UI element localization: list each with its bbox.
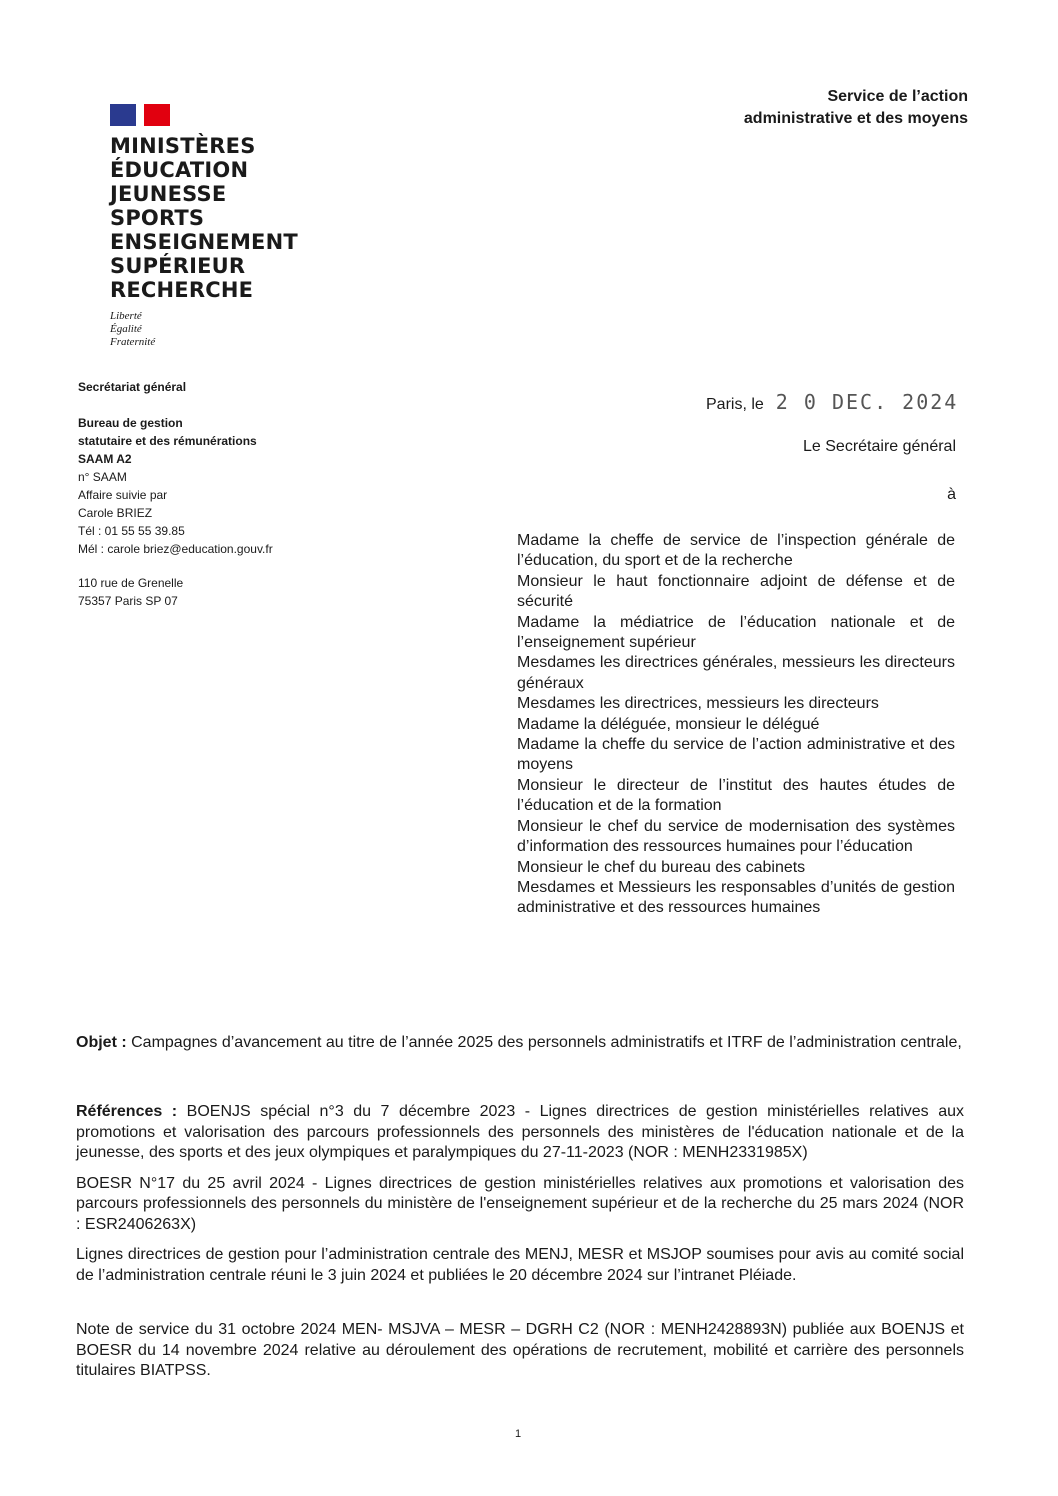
- postal-address: [78, 574, 183, 610]
- ministry-line: RECHERCHE: [110, 278, 254, 302]
- recipient-item: Mesdames les directrices générales, messieurs les directeurs généraux: [517, 654, 955, 692]
- ministry-line: ÉDUCATION: [110, 158, 249, 182]
- service-line-2: administrative et des moyens: [743, 110, 968, 127]
- ministry-line: SPORTS: [110, 206, 205, 230]
- address-line-1: 110 rue de Grenelle: [78, 576, 184, 590]
- reference-text: BOENJS spécial n°3 du 7 décembre 2023 - Lignes directrices de gestion ministérielles relatives aux promotions et valorisation des parcours professionnels des personnels des ministères de l'éducation nationale et de la jeunesse, des sports et des jeux olympiques et paralympiques du 27-11-2023 (NOR : MENH2331985X): [76, 1103, 964, 1161]
- sender-title: Le Secrétaire général: [803, 438, 956, 455]
- service-header: [744, 86, 968, 130]
- subject-text: Campagnes d’avancement au titre de l’année 2025 des personnels administratifs et ITRF de l’administration centrale,: [131, 1034, 962, 1051]
- ministry-name: [110, 134, 298, 302]
- subject-label: Objet :: [76, 1034, 127, 1051]
- contact-name: Carole BRIEZ: [78, 506, 153, 520]
- recipient-item: Madame la médiatrice de l’éducation nationale et de l’enseignement supérieur: [517, 613, 955, 652]
- to-prefix: à: [947, 486, 956, 503]
- bureau-line-1: Bureau de gestion: [78, 416, 183, 430]
- contact-email: Mél : carole briez@education.gouv.fr: [78, 542, 273, 556]
- ministry-line: SUPÉRIEUR: [110, 254, 246, 278]
- reference-1: [76, 1102, 964, 1164]
- ministry-line: ENSEIGNEMENT: [110, 230, 298, 254]
- service-line-1: Service de l’action: [827, 88, 968, 105]
- followed-by-label: Affaire suivie par: [78, 488, 168, 502]
- recipient-item: Monsieur le haut fonctionnaire adjoint de défense et de sécurité: [517, 572, 955, 611]
- recipients-list: [517, 531, 955, 919]
- ministry-logo: [110, 104, 298, 349]
- motto-line: Fraternité: [110, 336, 156, 348]
- date-prefix: Paris, le: [706, 396, 764, 413]
- date-stamp: 2 0 DEC. 2024: [775, 390, 959, 414]
- ministry-line: JEUNESSE: [110, 182, 227, 206]
- subject-paragraph: [76, 1033, 964, 1054]
- bureau-line-2: statutaire et des rémunérations: [78, 434, 257, 448]
- recipient-item: Madame la cheffe de service de l’inspection générale de l’éducation, du sport et de la recherche: [517, 532, 955, 570]
- bureau-code: SAAM A2: [78, 452, 132, 466]
- address-line-2: 75357 Paris SP 07: [78, 594, 178, 608]
- references-block: [76, 1102, 964, 1296]
- recipient-item: Madame la cheffe du service de l’action administrative et des moyens: [517, 736, 955, 774]
- page-number: 1: [515, 1428, 522, 1440]
- recipient-item: Monsieur le directeur de l’institut des hautes études de l’éducation et de la formation: [517, 776, 955, 815]
- recipient-item: Mesdames et Messieurs les responsables d’unités de gestion administrative et des ressources humaines: [517, 878, 955, 917]
- bureau-block: [78, 414, 273, 558]
- reference-3: Lignes directrices de gestion pour l’administration centrale des MENJ, MESR et MSJOP soumises pour avis au comité social de l’administration centrale réuni le 3 juin 2024 et publiées le 20 décembre 2024 sur l’intranet Pléiade.: [76, 1246, 964, 1284]
- recipient-item: Monsieur le chef du service de modernisation des systèmes d’information des ressources humaines pour l’éducation: [517, 817, 955, 856]
- reference-2: BOESR N°17 du 25 avril 2024 - Lignes directrices de gestion ministérielles relatives aux promotions et valorisation des parcours professionnels des personnels du ministère de l'enseignement supérieur et de la recherche du 25 mars 2024 (NOR : ESR2406263X): [76, 1174, 964, 1233]
- republic-flag-icon: [110, 104, 170, 126]
- recipient-item: Madame la déléguée, monsieur le délégué: [517, 715, 820, 733]
- letter-date: [706, 390, 958, 414]
- motto-line: Liberté: [110, 310, 142, 322]
- recipient-item: Monsieur le chef du bureau des cabinets: [517, 858, 806, 876]
- contact-phone: Tél : 01 55 55 39.85: [78, 524, 185, 538]
- ministry-line: MINISTÈRES: [110, 134, 256, 158]
- bureau-number: n° SAAM: [78, 470, 127, 484]
- recipient-item: Mesdames les directrices, messieurs les directeurs: [517, 695, 879, 713]
- secretariat-label: Secrétariat général: [78, 380, 187, 394]
- republic-motto: [110, 310, 298, 349]
- references-label: Références :: [76, 1103, 178, 1120]
- motto-line: Égalité: [110, 323, 142, 335]
- service-note-paragraph: Note de service du 31 octobre 2024 MEN- MSJVA – MESR – DGRH C2 (NOR : MENH2428893N) publiée aux BOENJS et BOESR du 14 novembre 2024 relative au déroulement des opérations de recrutement, mobilité et carrière des personnels titulaires BIATPSS.: [76, 1321, 964, 1379]
